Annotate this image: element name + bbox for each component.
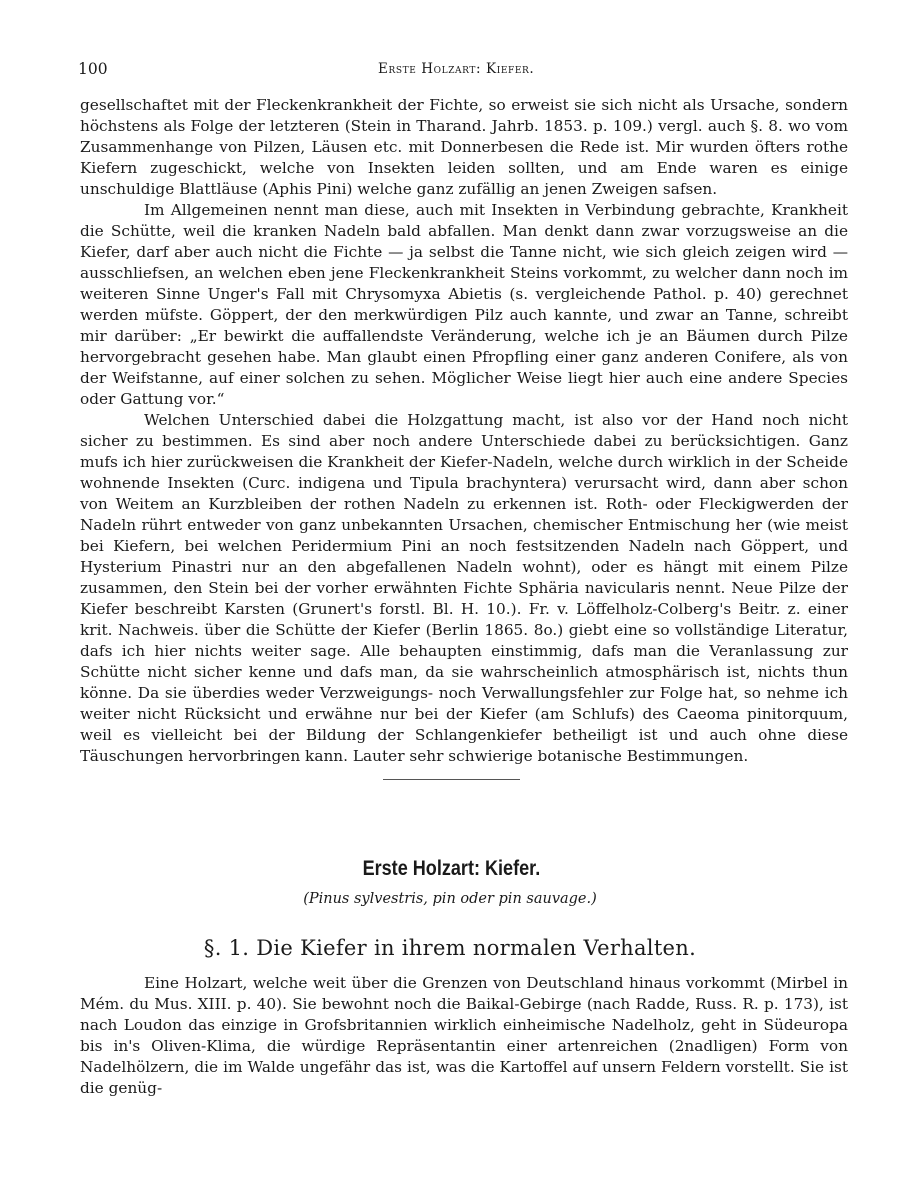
section-divider — [383, 779, 520, 780]
page-number: 100 — [78, 60, 108, 78]
text-block-top — [80, 95, 848, 767]
paragraph: Eine Holzart, welche weit über die Grenzen von Deutschland hinaus vorkommt (Mirbel in Mém. du Mus. XIII. p. 40). Sie bewohnt noch die Baikal-Gebirge (nach Radde, Russ. R. p. 173), ist nach Loudon das einzige in Grofsbritannien wirklich einheimische Nadelholz, geht in Südeuropa bis in's Oliven-Klima, die würdige Repräsentantin einer artenreichen (2nadligen) Form von Nadelhölzern, die im Walde ungefähr das ist, was die Kartoffel auf unsern Feldern vorstellt. Sie ist die genüg- — [80, 974, 848, 1097]
running-head — [78, 60, 852, 82]
section-heading: §. 1. Die Kiefer in ihrem normalen Verhalten. — [203, 936, 697, 960]
chapter-title: Erste Holzart: Kiefer. — [362, 857, 541, 880]
text-block-bottom — [80, 973, 848, 1099]
running-title: Erste Holzart: Kiefer. — [378, 61, 535, 77]
chapter-subtitle: (Pinus sylvestris, pin oder pin sauvage.) — [303, 891, 597, 907]
paragraph: Welchen Unterschied dabei die Holzgattung macht, ist also vor der Hand noch nicht sicher zu bestimmen. Es sind aber noch andere Unterschiede dabei zu berücksichtigen. Ganz mufs ich hier zurückweisen die Krankheit der Kiefer-Nadeln, welche durch wirklich in der Scheide wohnende Insekten (Curc. indigena und Tipula brachyntera) verursacht wird, dann aber schon von Weitem an Kurzbleiben der rothen Nadeln zu erkennen ist. Roth- oder Fleckigwerden der Nadeln rührt entweder von ganz unbekannten Ursachen, chemischer Entmischung her (wie meist bei Kiefern, bei welchen Peridermium Pini an noch festsitzenden Nadeln nach Göppert, und Hysterium Pinastri nur an den abgefallenen Nadeln wohnt), oder es hängt mit einem Pilze zusammen, den Stein bei der vorher erwähnten Fichte Sphäria navicularis nennt. Neue Pilze der Kiefer beschreibt Karsten (Grunert's forstl. Bl. H. 10.). Fr. v. Löffelholz-Colberg's Beitr. z. einer krit. Nachweis. über die Schütte der Kiefer (Berlin 1865. 8o.) giebt eine so vollständige Literatur, dafs ich hier nichts weiter sage. Alle behaupten einstimmig, dafs man die Veranlassung zur Schütte nicht sicher kenne und dafs man, da sie wahrscheinlich atmosphärisch ist, nichts thun könne. Da sie überdies weder Verzweigungs- noch Verwallungsfehler zur Folge hat, so nehme ich weiter nicht Rücksicht und erwähne nur bei der Kiefer (am Schlufs) des Caeoma pinitorquum, weil es vielleicht bei der Bildung der Schlangenkiefer betheiligt ist und auch ohne diese Täuschungen hervorbringen kann. Lauter sehr schwierige botanische Bestimmungen. — [80, 411, 848, 765]
paragraph: Im Allgemeinen nennt man diese, auch mit Insekten in Verbindung gebrachte, Krankheit die Schütte, weil die kranken Nadeln bald abfallen. Man denkt dann zwar vorzugsweise an die Kiefer, darf aber auch nicht die Fichte — ja selbst die Tanne nicht, wie sich gleich zeigen wird — ausschliefsen, an welchen eben jene Fleckenkrankheit Steins vorkommt, zu welcher dann noch im weiteren Sinne Unger's Fall mit Chrysomyxa Abietis (s. vergleichende Pathol. p. 40) gerechnet werden müfste. Göppert, der den merkwürdigen Pilz auch kannte, und zwar an Tanne, schreibt mir darüber: „Er bewirkt die auffallendste Veränderung, welche ich je an Bäumen durch Pilze hervorgebracht gesehen habe. Man glaubt einen Pfropfling einer ganz anderen Conifere, als von der Weifstanne, auf einer solchen zu sehen. Möglicher Weise liegt hier auch eine andere Species oder Gattung vor.“ — [80, 201, 848, 408]
paragraph: gesellschaftet mit der Fleckenkrankheit der Fichte, so erweist sie sich nicht als Ursache, sondern höchstens als Folge der letzteren (Stein in Tharand. Jahrb. 1853. p. 109.) vergl. auch §. 8. wo vom Zusammenhange von Pilzen, Läusen etc. mit Donnerbesen die Rede ist. Mir wurden öfters rothe Kiefern zugeschickt, welche von Insekten leiden sollten, und am Ende waren es einige unschuldige Blattläuse (Aphis Pini) welche ganz zufällig an jenen Zweigen safsen. — [80, 96, 848, 198]
